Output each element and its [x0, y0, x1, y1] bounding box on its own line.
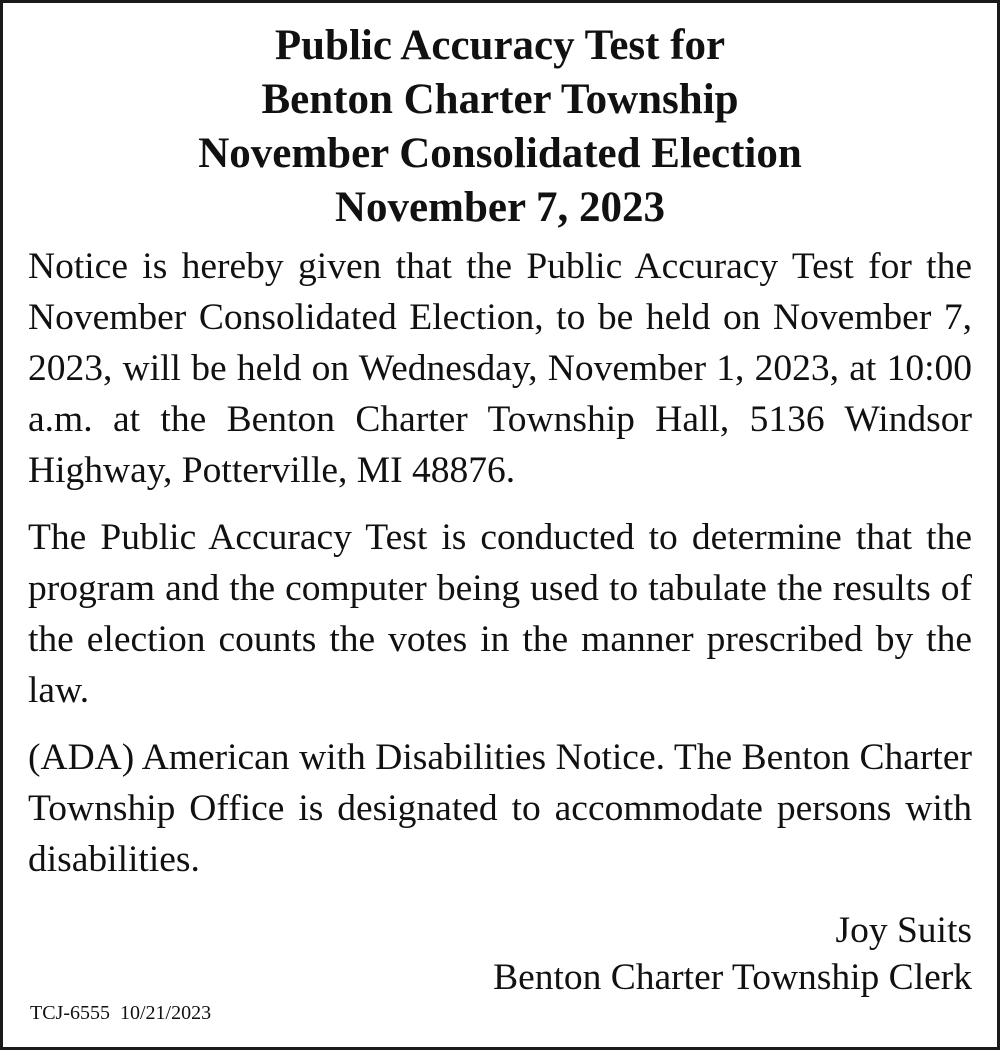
headline-line-3: November Consolidated Election [198, 130, 802, 177]
headline-line-4: November 7, 2023 [334, 184, 666, 231]
purpose-paragraph: The Public Accuracy Test is conducted to determine that the program and the computer being used to tabulate the results of the election counts the votes in the manner prescribed by the law. [28, 517, 972, 711]
signer-name: Joy Suits [835, 910, 972, 951]
signature-block [28, 907, 972, 1001]
notice-headline [28, 19, 972, 235]
signer-title: Benton Charter Township Clerk [493, 957, 972, 998]
ada-paragraph: (ADA) American with Disabilities Notice. The Benton Charter Township Office is designated to accommodate persons with disabilities. [28, 737, 972, 880]
headline-line-1: Public Accuracy Test for [274, 22, 726, 69]
publication-code: TCJ-6555 10/21/2023 [30, 1002, 212, 1024]
notice-paragraph: Notice is hereby given that the Public Accuracy Test for the November Consolidated Election, to be held on November 7, 2023, will be held on Wednesday, November 1, 2023, at 10:00 a.m. at the Benton Charter Township Hall, 5136 Windsor Highway, Potterville, MI 48876. [28, 246, 972, 491]
headline-line-2: Benton Charter Township [261, 76, 739, 123]
